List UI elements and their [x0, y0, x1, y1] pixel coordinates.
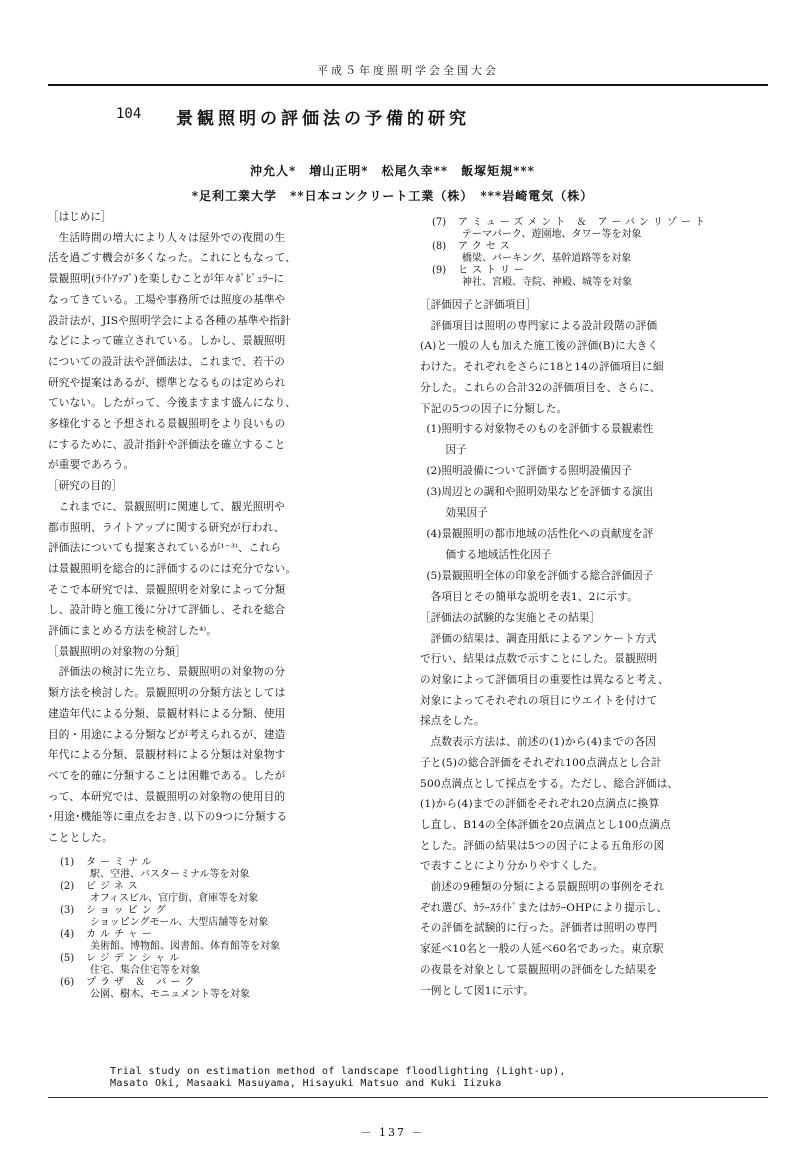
category-desc: 美術館、博物館、図書館、体育館等を対象 [90, 940, 280, 952]
factor-item: (3)周辺との調和や照明効果などを評価する演出 効果因子 [426, 486, 654, 520]
english-title-line: Trial study on estimation method of landscape floodlighting (Light-up), [110, 1066, 566, 1077]
category-number: (5) [60, 952, 75, 964]
trial-paragraph-3: 前述の9種類の分類による景観照明の事例をそれ ぞれ選び、ｶﾗｰｽﾗｲﾄﾞまたはｶﾗｰOHPにより提示し、 その評価を試験的に行った。評価者は照明の専門 家延べ10名と一般の人延べ60名であった。東京駅 の夜景を対象として景観照明の評価をした結果を 一例として図1に示す。 [420, 881, 668, 997]
category-item [48, 857, 380, 881]
factor-item: (5)景観照明全体の印象を評価する総合評価因子 [426, 570, 654, 583]
right-column [420, 217, 750, 1001]
category-name: ショッピング [86, 904, 170, 916]
paper-number: 104 [116, 106, 142, 122]
category-number: (3) [60, 904, 75, 916]
page-number: － 137 － [360, 1126, 425, 1139]
conference-header: 平成５年度照明学会全国大会 [317, 64, 499, 77]
section-heading-trial: ［評価法の試験的な実施とその結果］ [420, 611, 601, 624]
bottom-rule [48, 1097, 768, 1098]
category-number: (4) [60, 928, 75, 940]
category-number: (1) [60, 856, 75, 868]
left-column [48, 207, 380, 1001]
section-heading-factors: ［評価因子と評価項目］ [420, 299, 537, 311]
purpose-paragraph: これまでに、景観照明に関連して、観光照明や 都市照明、ライトアップに関する研究が行われ、 評価法についても提案されているが¹⁻³⁾、これら は景観照明を総合的に評価するのには充分でない。 そこで本研究では、景観照明を対象によって分類 し、設計時と施工後に分けて評価し、それを総合 評価にまとめる方法を検討した⁴⁾。 [48, 500, 297, 638]
trial-paragraph-2: 点数表示方法は、前述の(1)から(4)までの各因 子と(5)の総合評価をそれぞれ100点満点とし合計 500点満点として採点をする。ただし、総合評価は、 (1)から(4)までの評価をそれぞれ20点満点に換算 し直し、B14の全体評価を20点満点とし100点満点 とした。評価の結果は5つの因子による五角形の図 で表すことにより分かりやすくした。 [420, 736, 679, 873]
authors: 沖允人* 増山正明* 松尾久幸** 飯塚矩規*** [250, 164, 535, 178]
category-name: プラザ ＆ パーク [86, 976, 199, 988]
category-desc: 公園、樹木、モニュメント等を対象 [90, 988, 250, 1000]
category-number: (6) [60, 976, 75, 988]
category-item [48, 905, 380, 929]
category-number: (7) [432, 217, 447, 228]
factor-item: (4)景観照明の都市地域の活性化への貢献度を評 価する地域活性化因子 [426, 528, 654, 562]
category-desc: テーマパーク、遊園地、タワー等を対象 [462, 229, 642, 240]
factors-paragraph: 評価項目は照明の専門家による設計段階の評価 (A)と一般の人も加えた施工後の評価(B)に大きく わけた。それぞれをさらに18と14の評価項目に細 分した。これらの合計32の評価項目を、さらに、 下記の5つの因子に分類した。 [420, 319, 664, 415]
category-number: (9) [432, 265, 447, 276]
category-number: (2) [60, 880, 75, 892]
header-rule [48, 84, 768, 86]
category-desc: 住宅、集合住宅等を対象 [90, 964, 200, 976]
tables-note: 各項目とその簡単な説明を表1、2に示す。 [430, 591, 638, 604]
factor-item: (1)照明する対象物そのものを評価する景観素性 因子 [426, 423, 654, 457]
category-item [48, 929, 380, 953]
factor-item: (2)照明設備について評価する照明設備因子 [426, 465, 632, 478]
category-item [420, 265, 750, 289]
english-title [110, 1066, 566, 1090]
category-name: アクセス [458, 241, 514, 252]
category-name: アミューズメント ＆ アーバンリゾート [458, 217, 709, 228]
intro-paragraph: 生活時間の増大により人々は屋外での夜間の生 活を過ごす機会が多くなった。これにともなって、 景観照明(ﾗｲﾄｱｯﾌﾟ)を楽しむことが年々ﾎﾟﾋﾟｭﾗｰに なってきている。工場や事務所では照度の基準や 設計法が、JISや照明学会による各種の基準や指針 などによって確立されている。しかし、景観照明 についての設計法や評価法は、これまで、若干の 研究や提案はあるが、標準となるものは定められ ていない。したがって、今後ますます盛んになり、 多様化すると予想される景観照明をより良いもの にするために、設計指針や評価法を確立すること が重要であろう。 [48, 231, 297, 472]
paper-title: 景観照明の評価法の予備的研究 [176, 109, 470, 129]
title-row [80, 104, 720, 128]
category-item [48, 977, 380, 1001]
section-heading-purpose: ［研究の目的］ [48, 480, 123, 493]
category-item [420, 217, 750, 241]
category-desc: 橋梁、パーキング、基幹道路等を対象 [462, 253, 632, 264]
category-name: ヒストリー [458, 265, 528, 276]
category-desc: ショッピングモール、大型店舗等を対象 [90, 916, 269, 928]
category-name: レジデンシャル [86, 952, 184, 964]
trial-paragraph-1: 評価の結果は、調査用紙によるアンケート方式 で行い、結果は点数で示すことにした。景観照明 の対象によって評価項目の重要性は異なると考え、 対象によってそれぞれの項目にウエイトを付けて 採点をした。 [420, 632, 669, 728]
category-item [48, 953, 380, 977]
category-name: カルチャー [86, 928, 156, 940]
category-desc: オフィスビル、官庁街、倉庫等を対象 [90, 892, 259, 904]
affiliations: *足利工業大学 **日本コンクリート工業（株） ***岩崎電気（株） [191, 189, 594, 203]
section-heading-intro: ［はじめに］ [48, 211, 112, 223]
category-desc: 神社、宮殿、寺院、神殿、城等を対象 [462, 277, 632, 288]
category-desc: 駅、空港、バスターミナル等を対象 [90, 868, 250, 880]
category-name: ターミナル [86, 856, 156, 868]
category-item [420, 241, 750, 265]
category-name: ビジネス [86, 880, 142, 892]
category-number: (8) [432, 241, 447, 252]
section-heading-classification: ［景観照明の対象物の分類］ [48, 645, 186, 658]
category-item [48, 881, 380, 905]
classification-paragraph: 評価法の検討に先立ち、景観照明の対象物の分 類方法を検討した。景観照明の分類方法としては 建造年代による分類、景観材料による分類、使用 目的・用途による分類などが考えられるが、建造 年代による分類、景観材料による分類は対象物す べてを的確に分類することは困難である。したが って、本研究では、景観照明の対象物の使用目的 ･用途･機能等に重点をおき､以下の9つに分類する こととした。 [48, 666, 288, 845]
english-authors-line: Masato Oki, Masaaki Masuyama, Hisayuki Matsuo and Kuki Iizuka [110, 1078, 502, 1089]
